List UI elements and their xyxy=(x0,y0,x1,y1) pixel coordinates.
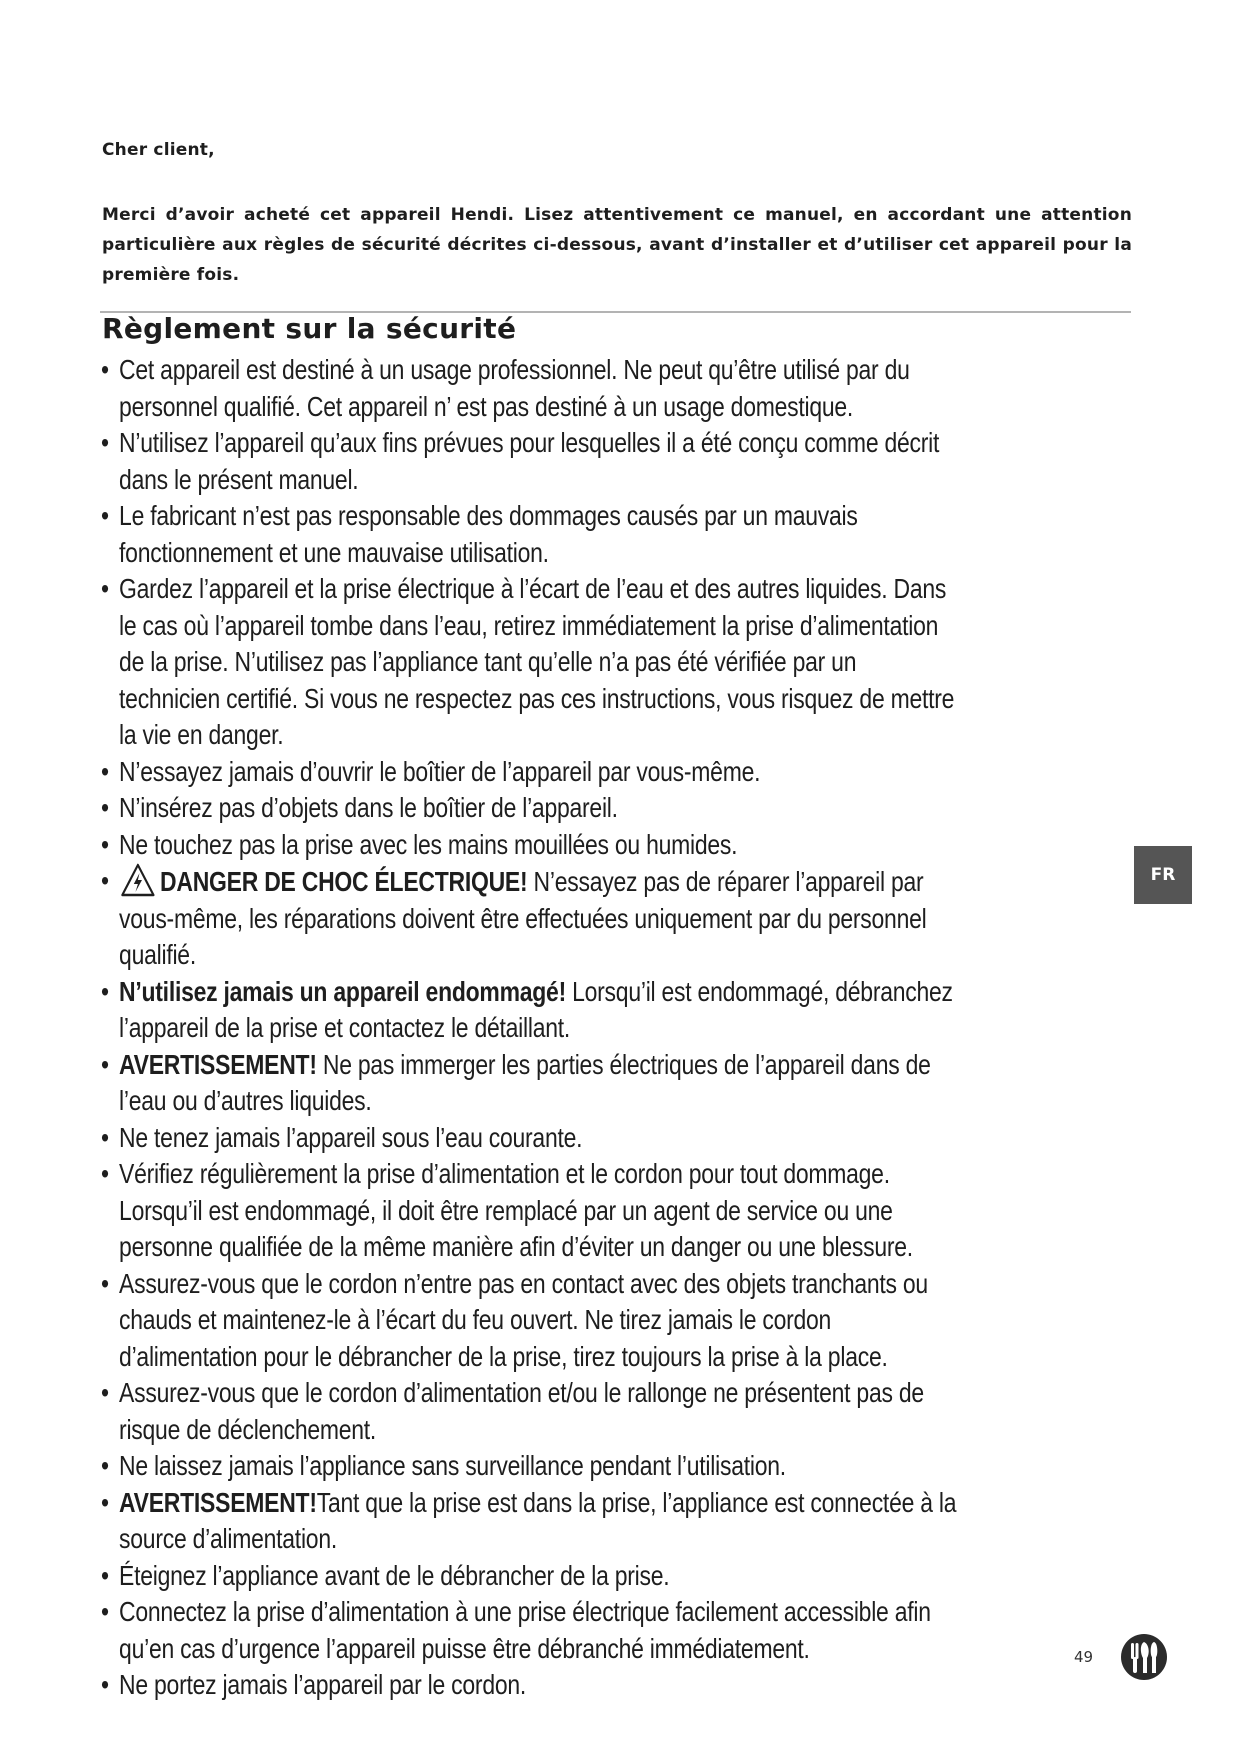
list-item xyxy=(101,827,962,864)
bullet: • xyxy=(101,1158,109,1189)
item-text: Connectez la prise d’alimentation à une prise électrique facilement accessible afin qu’en cas d’urgence l’appareil puisse être débranché immédiatement. xyxy=(119,1596,931,1664)
bullet: • xyxy=(101,1486,109,1518)
bullet: • xyxy=(101,427,109,458)
bullet: • xyxy=(101,1596,109,1627)
item-text: Gardez l’appareil et la prise électrique à l’écart de l’eau et des autres liquides. Dans le cas où l’appareil tombe dans l’eau, retirez immédiatement la prise d’alimentation de la prise. N’utilisez pas l’appliance tant qu’elle n’a pas été vérifiée par un technicien certifié. Si vous ne respectez pas ces instructions, vous risquez de mettre la vie en danger. xyxy=(119,573,955,750)
bullet: • xyxy=(101,1267,109,1299)
greeting: Cher client, xyxy=(102,140,215,160)
item-text: Ne touchez pas la prise avec les mains mouillées ou humides. xyxy=(119,828,738,860)
bullet: • xyxy=(101,1559,109,1591)
item-text: Vérifiez régulièrement la prise d’alimentation et le cordon pour tout dommage. Lorsqu’il est endommagé, il doit être remplacé par un agent de service ou une personne qualifiée de la même manière afin d’éviter un danger ou une blessure. xyxy=(119,1158,913,1262)
list-item xyxy=(101,1156,962,1266)
intro-paragraph: Merci d’avoir acheté cet appareil Hendi. Lisez attentivement ce manuel, en accordant une attention particulière aux règles de sécurité décrites ci-dessous, avant d’installer et d’utiliser cet appareil pour la première fois. xyxy=(102,205,1132,285)
list-item xyxy=(101,863,962,974)
bullet: • xyxy=(101,792,109,823)
list-item xyxy=(101,571,962,754)
hendi-cutlery-logo-icon xyxy=(1120,1633,1168,1681)
list-item xyxy=(101,1120,962,1157)
list-item xyxy=(101,1448,962,1485)
item-strong: AVERTISSEMENT! xyxy=(119,1486,317,1518)
item-text: Assurez-vous que le cordon n’entre pas en contact avec des objets tranchants ou chauds et maintenez-le à l’écart du feu ouvert. Ne tirez jamais le cordon d’alimentation pour le débrancher de la prise, tirez toujours la prise à la place. xyxy=(119,1267,928,1372)
list-item xyxy=(101,1047,962,1120)
list-item xyxy=(101,352,962,425)
bullet: • xyxy=(101,755,109,787)
item-text: Ne portez jamais l’appareil par le cordon. xyxy=(119,1669,527,1700)
item-text: Tant que la prise est dans la prise, l’appliance est connectée à la source d’alimentation. xyxy=(119,1486,957,1554)
list-item xyxy=(101,1266,962,1376)
bullet: • xyxy=(101,1450,109,1481)
list-item xyxy=(101,1375,962,1448)
bullet: • xyxy=(101,828,109,860)
bullet: • xyxy=(101,573,109,604)
list-item xyxy=(101,1485,962,1558)
item-text: N’essayez jamais d’ouvrir le boîtier de l’appareil par vous-même. xyxy=(119,755,761,787)
electric-shock-warning-icon xyxy=(121,863,155,897)
list-item xyxy=(101,790,962,827)
item-text: Ne laissez jamais l’appliance sans surveillance pendant l’utilisation. xyxy=(119,1450,786,1481)
item-strong: DANGER DE CHOC ÉLECTRIQUE! xyxy=(160,866,528,897)
list-item xyxy=(101,498,962,571)
bullet: • xyxy=(101,975,109,1007)
list-item xyxy=(101,1594,962,1667)
bullet: • xyxy=(101,354,109,385)
list-item xyxy=(101,1667,962,1704)
item-text: N’utilisez l’appareil qu’aux fins prévues pour lesquelles il a été conçu comme décrit dans le présent manuel. xyxy=(119,427,940,495)
list-item xyxy=(101,974,962,1047)
list-item xyxy=(101,1558,962,1595)
bullet: • xyxy=(101,865,109,896)
bullet: • xyxy=(101,1048,109,1080)
item-text: Ne pas immerger les parties électriques de l’appareil dans de l’eau ou d’autres liquides. xyxy=(119,1048,931,1116)
list-item xyxy=(101,754,962,791)
item-text: Cet appareil est destiné à un usage professionnel. Ne peut qu’être utilisé par du personnel qualifié. Cet appareil n’ est pas destiné à un usage domestique. xyxy=(119,354,910,422)
item-text: Le fabricant n’est pas responsable des dommages causés par un mauvais fonctionnement et une mauvaise utilisation. xyxy=(119,500,858,568)
item-text: N’essayez pas de réparer l’appareil par vous-même, les réparations doivent être effectuées uniquement par du personnel qualifié. xyxy=(119,866,927,970)
section-title: Règlement sur la sécurité xyxy=(102,312,517,345)
item-text: Ne tenez jamais l’appareil sous l’eau courante. xyxy=(119,1121,583,1153)
item-strong: AVERTISSEMENT! xyxy=(119,1048,317,1080)
item-text: Assurez-vous que le cordon d’alimentation et/ou le rallonge ne présentent pas de risque de déclenchement. xyxy=(119,1377,924,1445)
list-item xyxy=(101,425,962,498)
page-number: 49 xyxy=(1074,1648,1094,1666)
item-text: Éteignez l’appliance avant de le débrancher de la prise. xyxy=(119,1559,670,1591)
language-tab: FR xyxy=(1134,846,1192,904)
bullet: • xyxy=(101,500,109,531)
bullet: • xyxy=(101,1121,109,1153)
bullet: • xyxy=(101,1669,109,1700)
item-text: N’insérez pas d’objets dans le boîtier de l’appareil. xyxy=(119,792,618,823)
bullet: • xyxy=(101,1377,109,1408)
safety-rules-list xyxy=(101,352,962,1704)
item-text: Lorsqu’il est endommagé, débranchez l’appareil de la prise et contactez le détaillant. xyxy=(119,975,953,1043)
item-strong: N’utilisez jamais un appareil endommagé! xyxy=(119,975,566,1007)
